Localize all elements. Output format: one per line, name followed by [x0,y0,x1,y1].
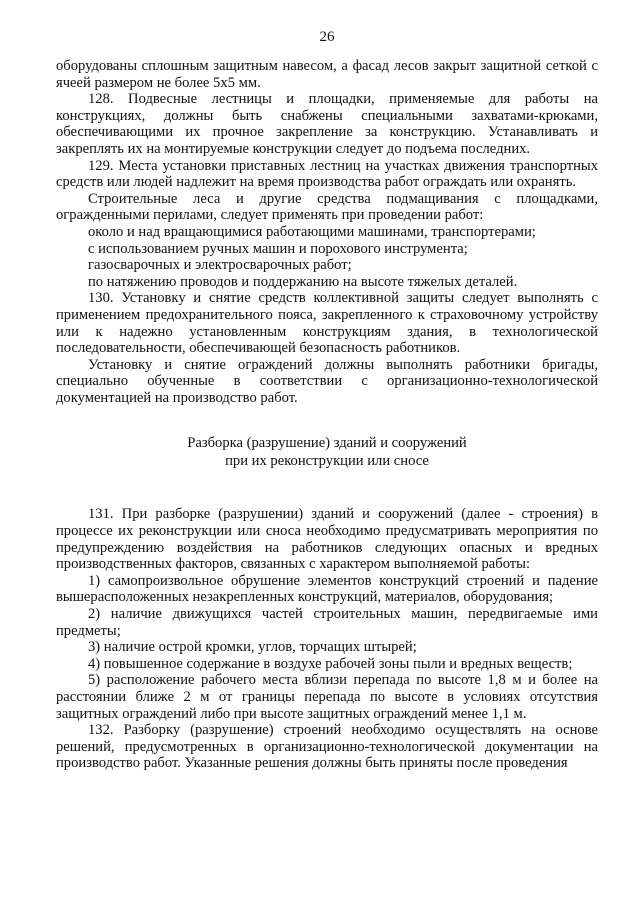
list-item: по натяжению проводов и поддержанию на высоте тяжелых деталей. [88,273,518,290]
hazard-item-1: 1) самопроизвольное обрушение элементов конструкций строений и падение вышерасположенных незакрепленных конструкций, материалов, оборудования; [56,572,598,606]
paragraph-128: 128. Подвесные лестницы и площадки, применяемые для работы на конструкциях, должны быть снабжены специальными захватами-крюками, обеспечивающими их прочное закрепление за конструкцию. Устанавливать и закреплять их на монтируемые конструкции следует до подъема последних. [56,91,598,157]
paragraph-fencing: Установку и снятие ограждений должны выполнять работники бригады, специально обученные в соответствии с организационно-технологической документацией на производство работ. [56,356,598,406]
page-number: 26 [319,29,335,45]
list-item: около и над вращающимися работающими машинами, транспортерами; [88,223,536,240]
list-item: с использованием ручных машин и порохового инструмента; [88,240,468,257]
section-heading-line2: при их реконструкции или сносе [225,453,429,470]
hazard-item-2: 2) наличие движущихся частей строительных машин, передвигаемые ими предметы; [56,606,598,639]
paragraph-132: 132. Разборку (разрушение) строений необходимо осуществлять на основе решений, предусмотренных в организационно-технологической документации на производство работ. Указанные решения должны быть приняты после проведения [56,722,598,772]
work-list [56,224,598,290]
paragraph-131: 131. При разборке (разрушении) зданий и сооружений (далее - строения) в процессе их реконструкции или сноса необходимо предусматривать мероприятия по предупреждению воздействия на работников следующих опасных и вредных производственных факторов, связанных с характером выполняемой работы: [56,506,598,573]
hazard-item-5: 5) расположение рабочего места вблизи перепада по высоте 1,8 м и более на расстоянии ближе 2 м от границы перепада по высоте в условиях отсутствия защитных ограждений либо при высоте защитных ограждений менее 1,1 м. [56,672,598,722]
paragraph-130: 130. Установку и снятие средств коллективной защиты следует выполнять с применением предохранительного пояса, закрепленного к страховочному устройству или к надежно установленным конструкциям здания, в технологической последовательности, обеспечивающей безопасность работников. [56,290,598,357]
section-heading-line1: Разборка (разрушение) зданий и сооружений [187,435,467,452]
hazard-item-4: 4) повышенное содержание в воздухе рабочей зоны пыли и вредных веществ; [88,655,573,672]
hazard-item-3: 3) наличие острой кромки, углов, торчащих штырей; [88,639,417,656]
list-item: газосварочных и электросварочных работ; [88,257,352,274]
section-heading [56,434,598,470]
paragraph-scaffolding-intro: Строительные леса и другие средства подмащивания с площадками, огражденными перилами, следует применять при проведении работ: [56,190,598,224]
paragraph-129: 129. Места установки приставных лестниц на участках движения транспортных средств или людей надлежит на время производства работ ограждать или охранять. [56,157,598,191]
paragraph-intro-continuation: оборудованы сплошным защитным навесом, а фасад лесов закрыт защитной сеткой с ячеей размером не более 5x5 мм. [56,58,598,91]
